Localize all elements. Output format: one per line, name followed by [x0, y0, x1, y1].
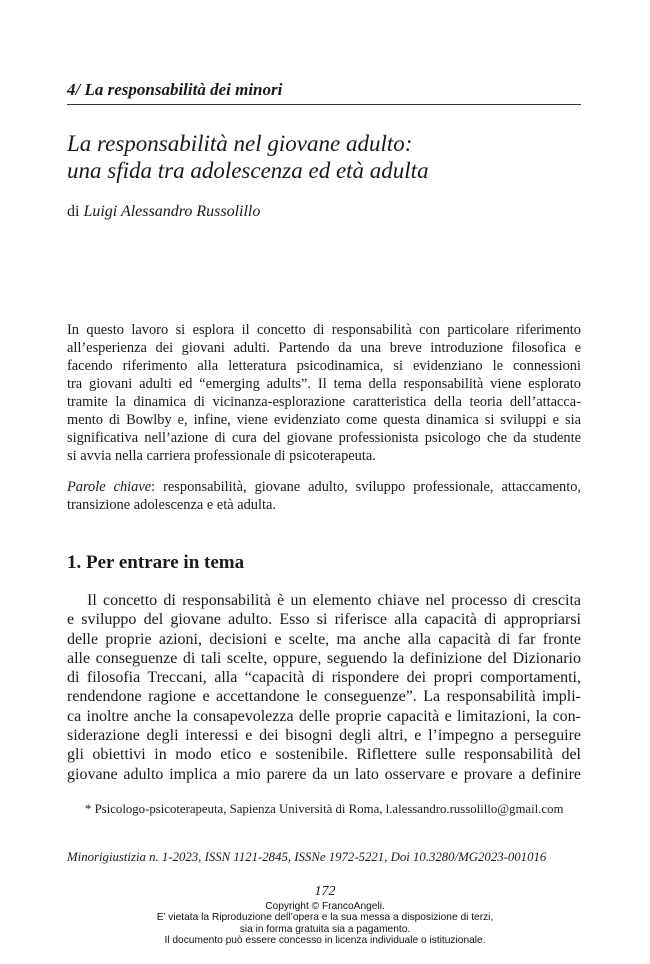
keywords-list: : responsabilità, giovane adulto, sviluppo professionale, attaccamento,	[151, 479, 581, 495]
body-line: rendendone ragione e accettandone le conseguenze”. La responsabilità impli-	[67, 688, 581, 706]
header-divider	[67, 104, 581, 105]
abstract-line: significativa nell’azione di cura del giovane professionista psicologo che da studente	[67, 430, 581, 446]
footnote-text: * Psicologo-psicoterapeuta, Sapienza Università di Roma, l.alessandro.russolillo@gmail.com	[85, 802, 564, 816]
keywords-line: transizione adolescenza e età adulta.	[67, 497, 276, 513]
section-header: 4/ La responsabilità dei minori	[67, 80, 283, 99]
abstract-line: all’esperienza dei giovani adulti. Partendo da una breve introduzione filosofica e	[67, 340, 581, 356]
body-paragraph	[67, 591, 581, 784]
body-line: alle conseguenze di tali scelte, oppure, seguendo la definizione del Dizionario	[67, 649, 581, 667]
page-number: 172	[314, 884, 336, 899]
journal-citation: Minorigiustizia n. 1-2023, ISSN 1121-2845, ISSNe 1972-5221, Doi 10.3280/MG2023-001016	[67, 850, 547, 864]
copyright-line: Copyright © FrancoAngeli.	[265, 901, 385, 912]
article-title	[67, 130, 581, 184]
abstract-line: facendo riferimento alla letteratura psicodinamica, si evidenziano le connessioni	[67, 358, 581, 374]
copyright-line: E’ vietata la Riproduzione dell’opera e la sua messa a disposizione di terzi,	[156, 912, 494, 924]
keywords-label: Parole chiave	[67, 479, 152, 495]
keywords-line	[67, 478, 581, 496]
abstract-line: si avvia nella carriera professionale di psicoterapeuta.	[67, 448, 376, 464]
copyright-notice	[0, 901, 650, 946]
abstract	[67, 321, 581, 465]
author-name: Luigi Alessandro Russolillo	[83, 203, 261, 220]
keywords	[67, 478, 581, 514]
body-line: gli obiettivi in modo etico e sostenibile. Riflettere sulle responsabilità del	[67, 746, 581, 764]
abstract-line: tra giovani adulti ed “emerging adults”. Il tema della responsabilità viene esplorato	[67, 376, 581, 392]
body-line: delle proprie azioni, decisioni e scelte, ma anche alla capacità di far fronte	[67, 630, 581, 648]
copyright-line: sia in forma gratuita sia a pagamento.	[239, 923, 411, 935]
body-line: siderazione degli interessi e dei bisogni degli altri, e l’impegno a perseguire	[67, 727, 581, 745]
body-line: di filosofia Treccani, alla “capacità di rispondere dei propri comportamenti,	[67, 669, 581, 687]
body-line: giovane adulto implica a mio parere da un lato osservare e provare a definire	[67, 765, 581, 783]
body-line: Il concetto di responsabilità è un elemento chiave nel processo di crescita	[87, 592, 581, 609]
body-line: e sviluppo del giovane adulto. Esso si riferisce alla capacità di appropriarsi	[67, 611, 581, 629]
copyright-line: Il documento può essere concesso in licenza individuale o istituzionale.	[164, 934, 486, 946]
article-title-line: La responsabilità nel giovane adulto:	[67, 131, 413, 156]
footnote	[67, 801, 581, 817]
abstract-line: In questo lavoro si esplora il concetto di responsabilità con particolare riferimento	[67, 322, 581, 338]
article-title-line: una sfida tra adolescenza ed età adulta	[67, 158, 429, 183]
author-prefix: di	[67, 203, 80, 220]
body-line: ca inoltre anche la consapevolezza delle proprie capacità e limitazioni, la con-	[67, 707, 581, 725]
abstract-line: tramite la dinamica di vicinanza-esplorazione caratteristica della teoria dell’attacca-	[67, 394, 581, 410]
section-heading: 1. Per entrare in tema	[67, 552, 245, 573]
abstract-line: mento di Bowlby e, infine, viene evidenziato come questa dinamica si sviluppi e sia	[67, 412, 581, 428]
author-byline	[67, 202, 581, 222]
